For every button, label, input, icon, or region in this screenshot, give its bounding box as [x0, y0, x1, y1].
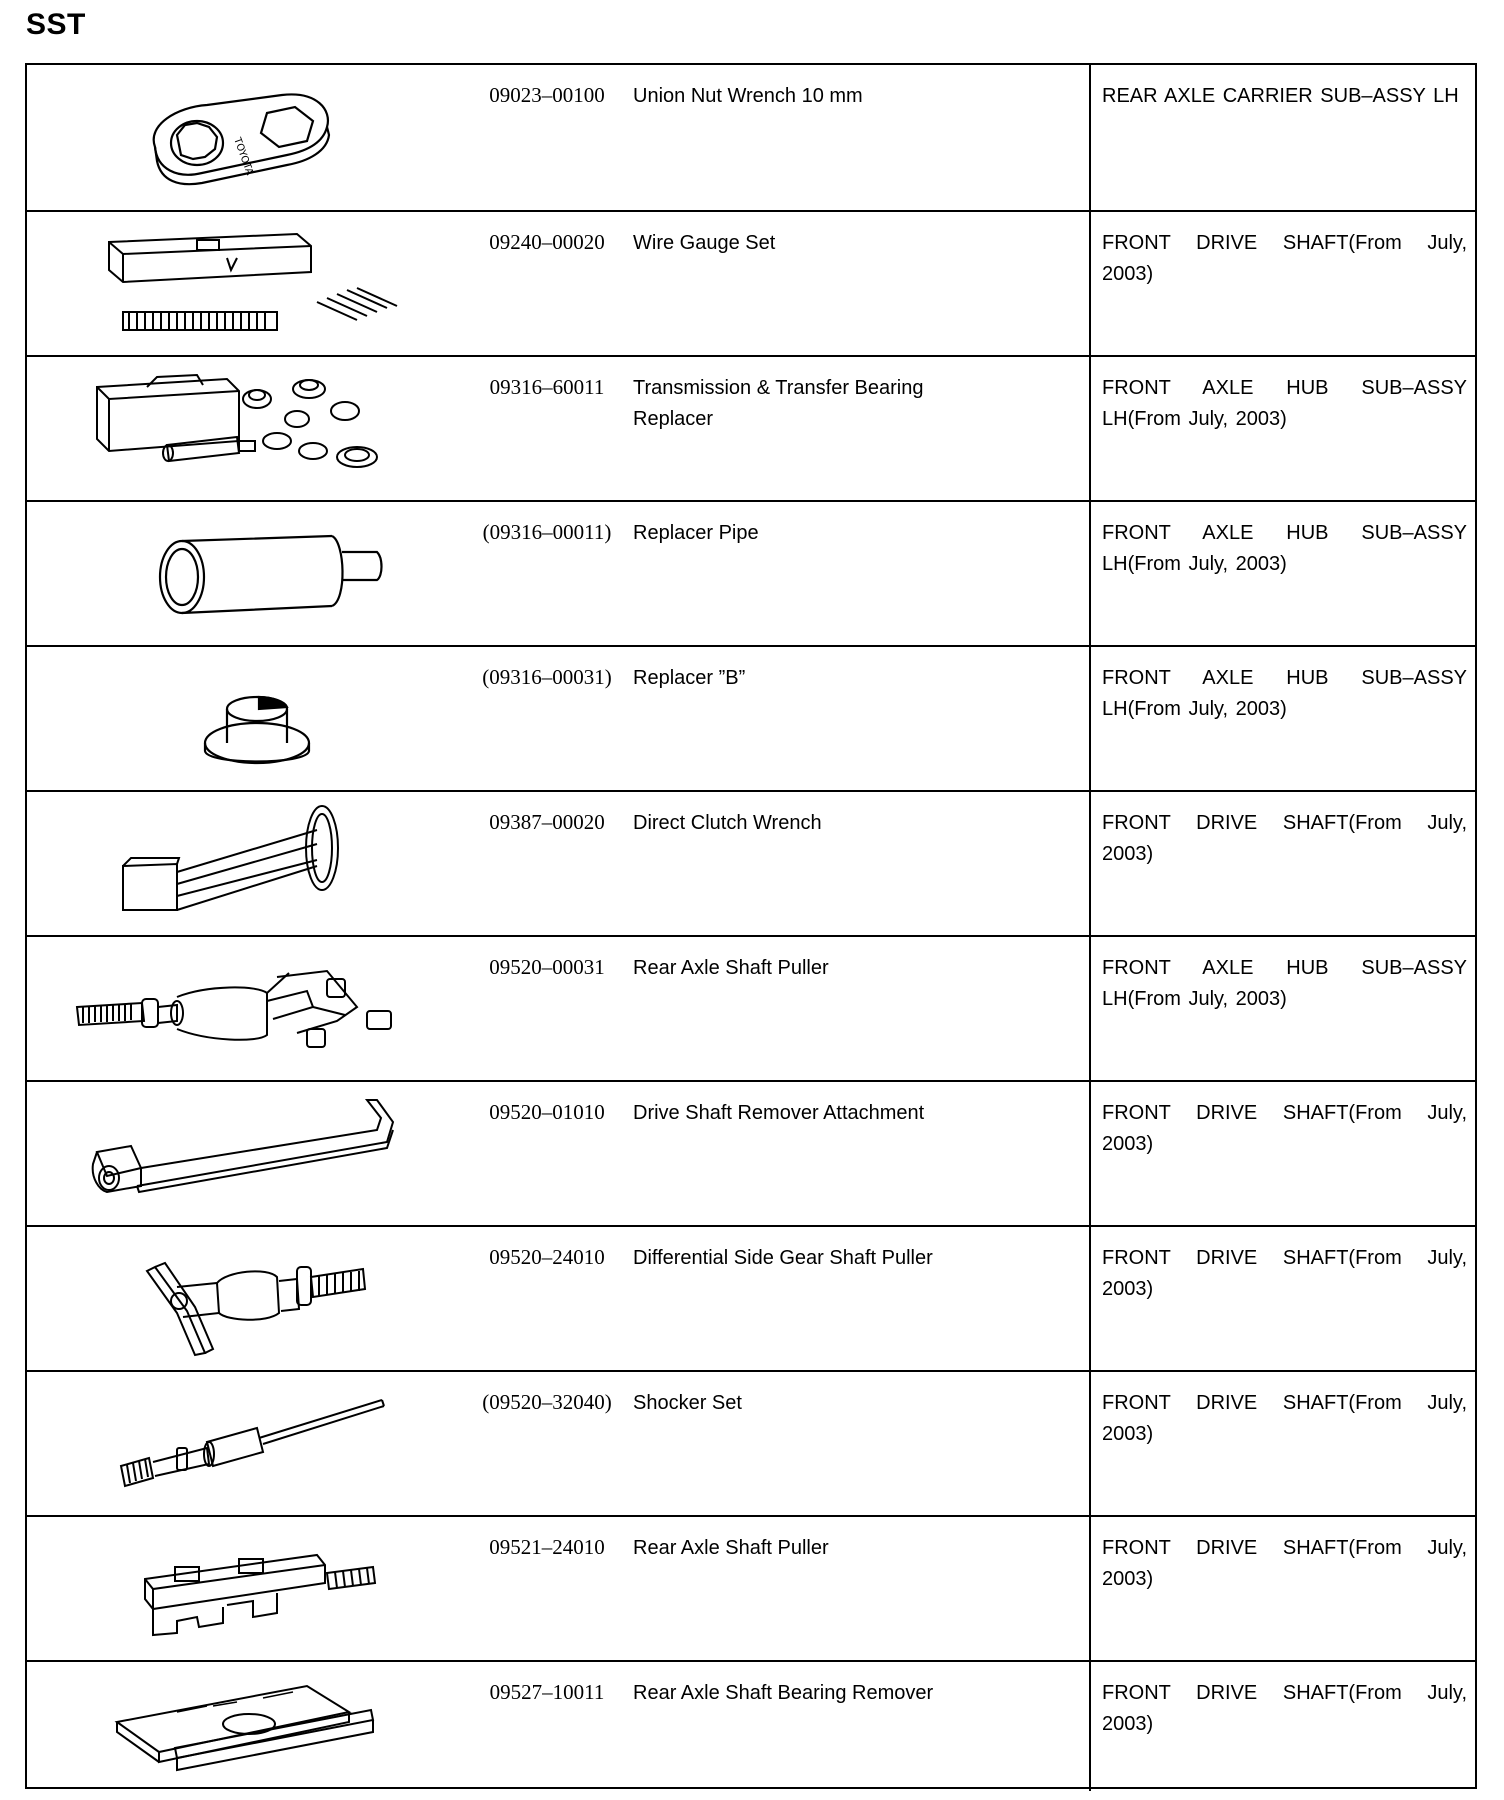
usage-text: FRONT AXLE HUB SUB–ASSY LH(From July, 2003) — [1089, 502, 1477, 645]
tool-name: Drive Shaft Remover Attachment — [633, 1102, 925, 1124]
usage-text: FRONT DRIVE SHAFT(From July, 2003) — [1089, 792, 1477, 935]
part-number: 09520–00031 — [489, 955, 605, 979]
usage-text: FRONT AXLE HUB SUB–ASSY LH(From July, 2003) — [1089, 937, 1477, 1080]
table-row — [27, 1225, 1475, 1370]
part-number: 09527–10011 — [489, 1680, 605, 1704]
tool-name: Differential Side Gear Shaft Puller — [633, 1247, 933, 1269]
tool-image-cell — [27, 1662, 447, 1791]
table-row — [27, 935, 1475, 1080]
bearing-remover-icon — [27, 1662, 447, 1793]
usage-text: FRONT DRIVE SHAFT(From July, 2003) — [1089, 1662, 1477, 1791]
usage-text: FRONT DRIVE SHAFT(From July, 2003) — [1089, 1517, 1477, 1660]
table-row — [27, 645, 1475, 790]
union-nut-wrench-icon — [27, 65, 447, 208]
tool-image-cell — [27, 65, 447, 210]
svg-text:TOYOTA: TOYOTA — [231, 136, 255, 177]
usage-text: FRONT DRIVE SHAFT(From July, 2003) — [1089, 1372, 1477, 1515]
tool-image-cell — [27, 647, 447, 790]
table-row — [27, 790, 1475, 935]
table-row — [27, 1080, 1475, 1225]
tool-image-cell — [27, 1082, 447, 1225]
rear-axle-shaft-puller-icon — [27, 1517, 447, 1660]
tool-name: Union Nut Wrench 10 mm — [633, 85, 863, 107]
usage-text: FRONT AXLE HUB SUB–ASSY LH(From July, 2003) — [1089, 357, 1477, 500]
usage-text: FRONT DRIVE SHAFT(From July, 2003) — [1089, 1082, 1477, 1225]
axle-shaft-puller-icon — [27, 937, 447, 1080]
direct-clutch-wrench-icon — [27, 792, 447, 935]
part-number: 09023–00100 — [489, 83, 605, 107]
part-number: 09521–24010 — [489, 1535, 605, 1559]
part-number: (09316–00031) — [482, 665, 612, 689]
tool-image-cell — [27, 357, 447, 500]
wire-gauge-set-icon — [27, 212, 447, 355]
drive-shaft-remover-attachment-icon — [27, 1082, 447, 1225]
sst-table — [25, 63, 1477, 1789]
tool-name: Replacer ”B” — [633, 667, 746, 689]
usage-text: FRONT AXLE HUB SUB–ASSY LH(From July, 2003) — [1089, 647, 1477, 790]
tool-name: Replacer Pipe — [633, 522, 759, 544]
part-number: (09316–00011) — [482, 520, 612, 544]
table-row — [27, 355, 1475, 500]
part-number: 09240–00020 — [489, 230, 605, 254]
table-row — [27, 210, 1475, 355]
part-number: 09520–24010 — [489, 1245, 605, 1269]
part-number: (09520–32040) — [482, 1390, 612, 1414]
table-row — [27, 1660, 1475, 1791]
tool-name: Transmission & Transfer Bearing Replacer — [633, 377, 924, 430]
usage-text: REAR AXLE CARRIER SUB–ASSY LH — [1089, 65, 1477, 210]
tool-name: Rear Axle Shaft Puller — [633, 1537, 829, 1559]
tool-name: Rear Axle Shaft Puller — [633, 957, 829, 979]
part-number: 09387–00020 — [489, 810, 605, 834]
side-gear-shaft-puller-icon — [27, 1227, 447, 1370]
part-number: 09520–01010 — [489, 1100, 605, 1124]
tool-image-cell — [27, 502, 447, 645]
page-title: SST — [26, 8, 86, 41]
table-row — [27, 65, 1475, 210]
usage-text: FRONT DRIVE SHAFT(From July, 2003) — [1089, 212, 1477, 355]
tool-name: Shocker Set — [633, 1392, 742, 1414]
tool-image-cell — [27, 212, 447, 355]
tool-image-cell — [27, 1372, 447, 1515]
tool-image-cell — [27, 792, 447, 935]
bearing-replacer-set-icon — [27, 357, 447, 500]
replacer-b-icon — [27, 647, 447, 790]
tool-image-cell — [27, 1517, 447, 1660]
replacer-pipe-icon — [27, 502, 447, 645]
tool-name: Wire Gauge Set — [633, 232, 776, 254]
part-number: 09316–60011 — [489, 375, 605, 399]
shocker-set-icon — [27, 1372, 447, 1515]
tool-name: Direct Clutch Wrench — [633, 812, 822, 834]
table-row — [27, 1515, 1475, 1660]
table-row — [27, 1370, 1475, 1515]
usage-text: FRONT DRIVE SHAFT(From July, 2003) — [1089, 1227, 1477, 1370]
tool-image-cell — [27, 1227, 447, 1370]
tool-name: Rear Axle Shaft Bearing Remover — [633, 1682, 934, 1704]
table-row — [27, 500, 1475, 645]
tool-image-cell — [27, 937, 447, 1080]
